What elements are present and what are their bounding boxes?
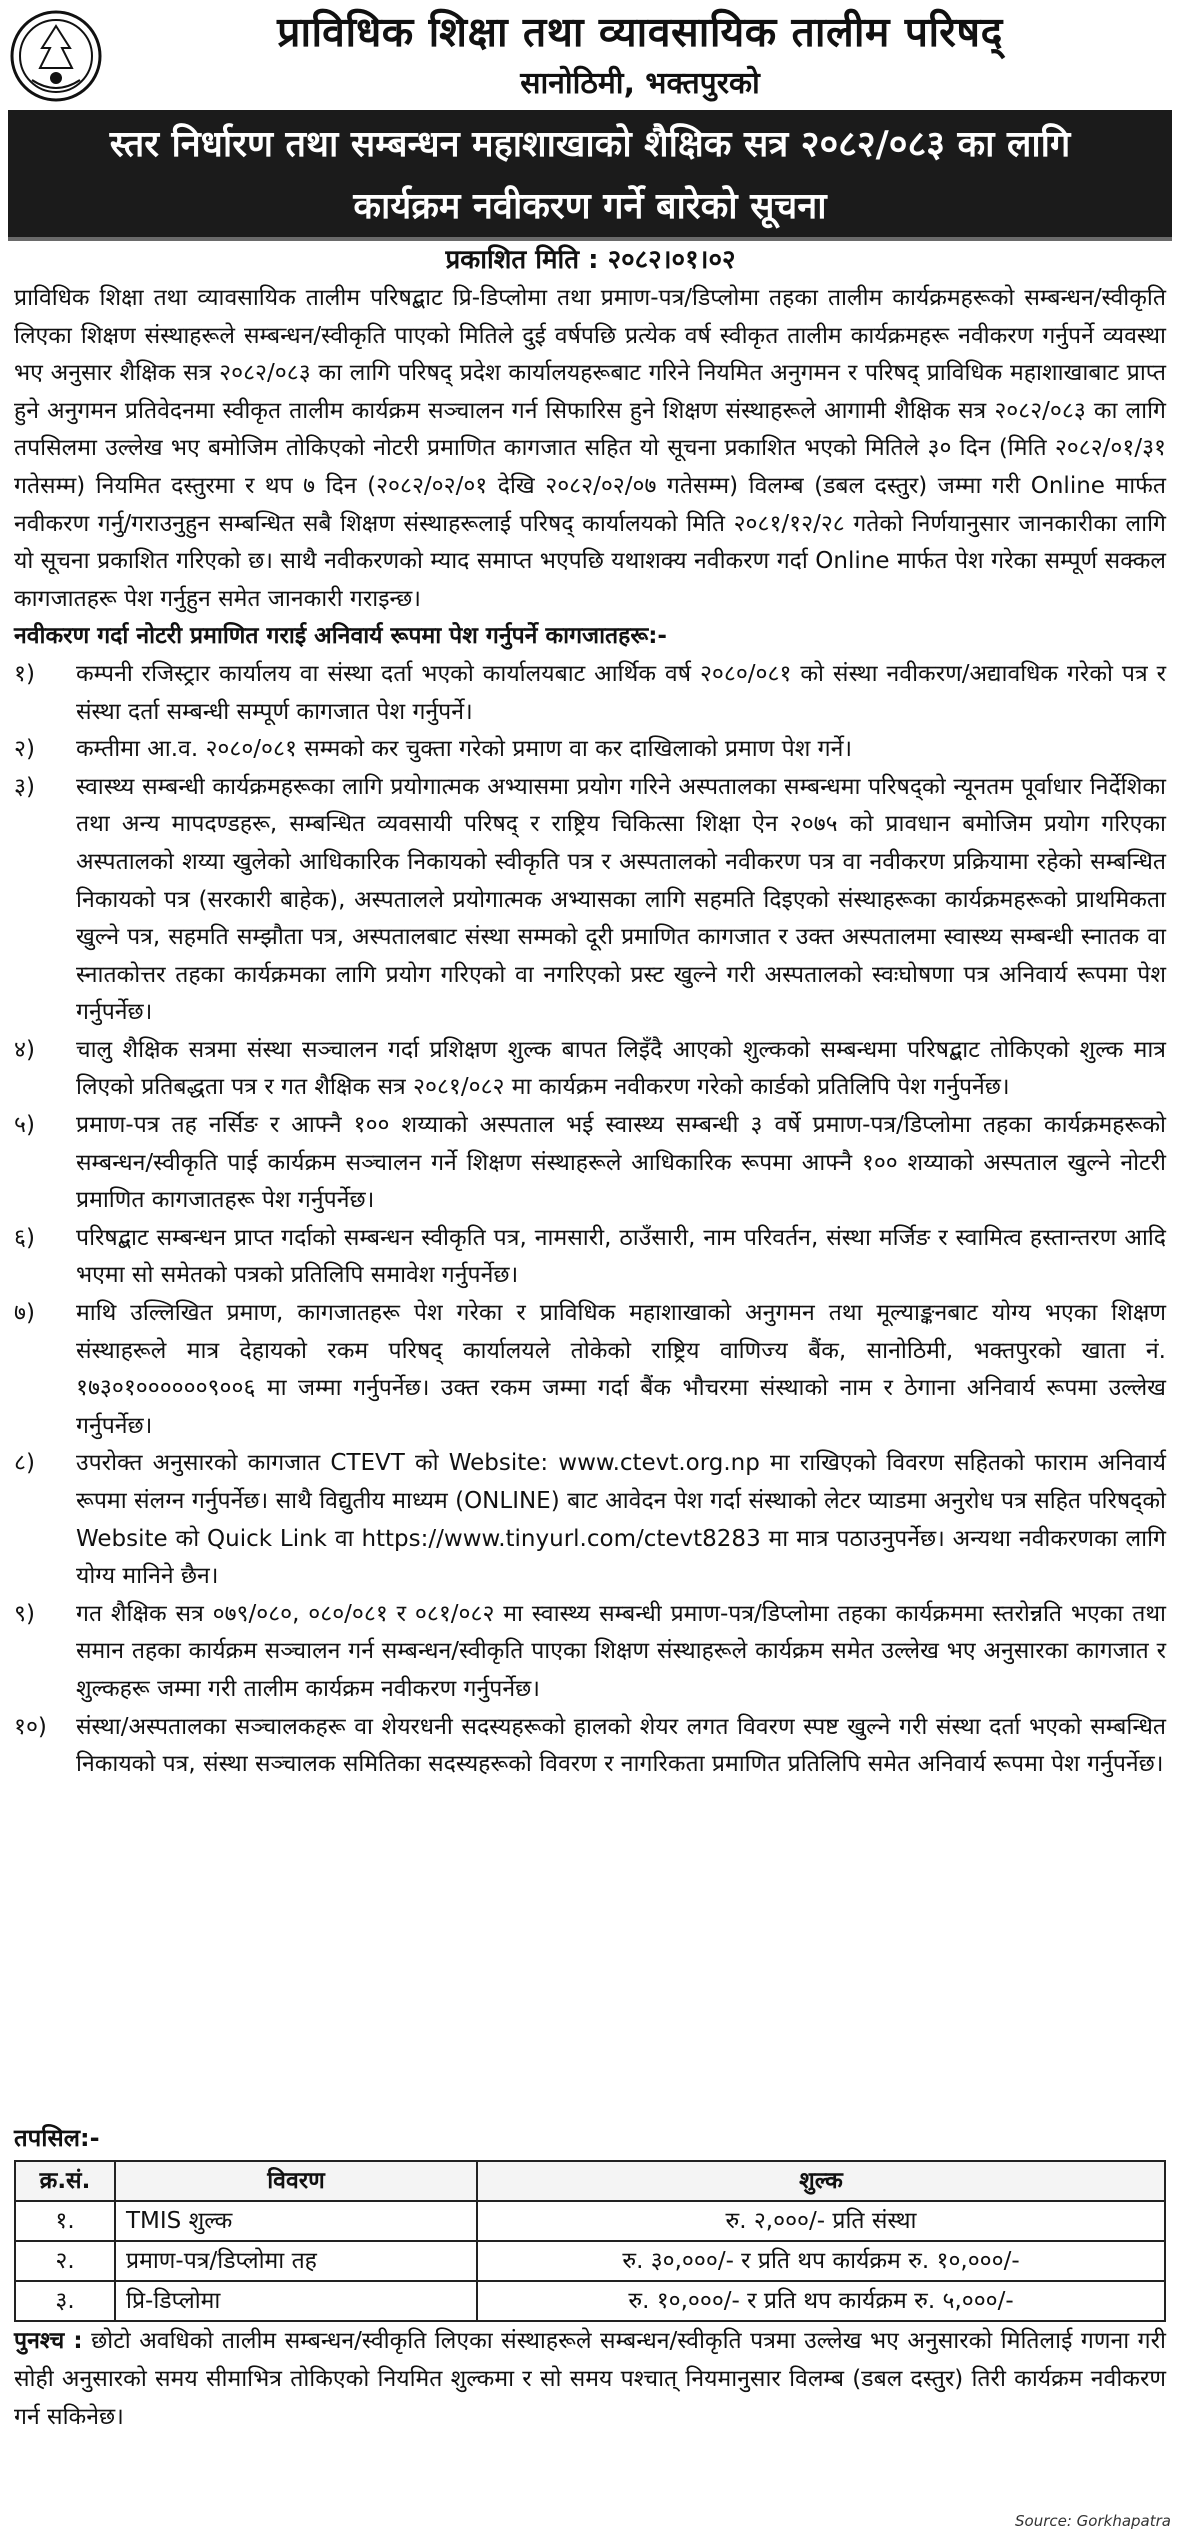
list-item: [14, 1709, 1166, 1784]
table-cell-sn: १.: [15, 2201, 115, 2241]
required-documents-list: [14, 656, 1166, 1784]
published-date-value: २०८२।०१।०२: [607, 245, 736, 275]
postscript: [14, 2322, 1166, 2436]
list-item-text: कम्तीमा आ.व. २०८०/०८१ सम्मको कर चुक्ता गरेको प्रमाण वा कर दाखिलाको प्रमाण पेश गर्ने।: [76, 736, 853, 763]
list-item: [14, 1107, 1166, 1220]
table-cell-description: प्रि-डिप्लोमा: [115, 2281, 477, 2321]
schedule-heading: तपसिल:-: [14, 2124, 100, 2152]
list-item-number: ९): [14, 1600, 35, 1627]
table-row: [15, 2201, 1165, 2241]
list-item: [14, 731, 1166, 769]
intro-paragraph: प्राविधिक शिक्षा तथा व्यावसायिक तालीम परिषद्बाट प्रि-डिप्लोमा तथा प्रमाण-पत्र/डिप्लोमा तहका तालीम कार्यक्रमहरूको सम्बन्धन/स्वीकृति लिएका शिक्षण संस्थाहरूले सम्बन्धन/स्वीकृति पाएको मितिले दुई वर्षपछि प्रत्येक वर्ष स्वीकृत तालीम कार्यक्रमहरू नवीकरण गर्नुपर्ने व्यवस्था भए अनुसार शैक्षिक सत्र २०८२/०८३ का लागि परिषद् प्रदेश कार्यालयहरूबाट गरिने नियमित अनुगमन र परिषद् प्राविधिक महाशाखाबाट प्राप्त हुने अनुगमन प्रतिवेदनमा स्वीकृत तालीम कार्यक्रम सञ्चालन गर्न सिफारिस हुने शिक्षण संस्थाहरूले आगामी शैक्षिक सत्र २०८२/०८३ का लागि तपसिलमा उल्लेख भए बमोजिम तोकिएको नोटरी प्रमाणित कागजात सहित यो सूचना प्रकाशित भएको मितिले ३० दिन (मिति २०८२/०१/३१ गतेसम्म) नियमित दस्तुरमा र थप ७ दिन (२०८२/०२/०१ देखि २०८२/०२/०७ गतेसम्म) विलम्ब (डबल दस्तुर) जम्मा गरी Online मार्फत नवीकरण गर्नु/गराउनुहुन सम्बन्धित सबै शिक्षण संस्थाहरूलाई परिषद् कार्यालयको मिति २०८१/१२/२८ गतेको निर्णयानुसार जानकारीका लागि यो सूचना प्रकाशित गरिएको छ। साथै नवीकरणको म्याद समाप्त भएपछि यथाशक्य नवीकरण गर्दा Online मार्फत पेश गरेका सम्पूर्ण सक्कल कागजातहरू पेश गर्नुहुन समेत जानकारी गराइन्छ।: [14, 285, 1166, 612]
source-credit: Source: Gorkhapatra: [1015, 2512, 1171, 2530]
required-documents-heading: नवीकरण गर्दा नोटरी प्रमाणित गराई अनिवार्य रूपमा पेश गर्नुपर्ने कागजातहरू:-: [14, 623, 667, 650]
list-item-number: ५): [14, 1112, 35, 1139]
column-header-sn: क्र.सं.: [15, 2161, 115, 2201]
list-item-text: संस्था/अस्पतालका सञ्चालकहरू वा शेयरधनी सदस्यहरूको हालको शेयर लगत विवरण स्पष्ट खुल्ने गरी संस्था दर्ता भएको सम्बन्धित निकायको पत्र, संस्था सञ्चालक समितिका सदस्यहरूको विवरण र नागरिकता प्रमाणित प्रतिलिपि समेत अनिवार्य रूपमा पेश गर्नुपर्नेछ।: [76, 1713, 1166, 1778]
list-item-number: १): [14, 660, 35, 687]
list-item-number: ६): [14, 1224, 35, 1251]
list-item: [14, 1220, 1166, 1295]
column-header-fee: शुल्क: [477, 2161, 1165, 2201]
organization-name: प्राविधिक शिक्षा तथा व्यावसायिक तालीम परिषद्: [277, 8, 1003, 56]
list-item-number: १०): [14, 1713, 47, 1740]
postscript-label: पुनश्च :: [14, 2328, 83, 2354]
notice-title-line-1: स्तर निर्धारण तथा सम्बन्धन महाशाखाको शैक्षिक सत्र २०८२/०८३ का लागि: [109, 124, 1071, 165]
list-item-number: ७): [14, 1300, 35, 1327]
column-header-description: विवरण: [115, 2161, 477, 2201]
organization-address: सानोठिमी, भक्तपुरको: [520, 66, 760, 101]
list-item-number: २): [14, 736, 35, 763]
list-item-text: उपरोक्त अनुसारको कागजात CTEVT को Website: www.ctevt.org.np मा राखिएको विवरण सहितको फाराम अनिवार्य रूपमा संलग्न गर्नुपर्नेछ। साथै विद्युतीय माध्यम (ONLINE) बाट आवेदन पेश गर्दा संस्थाको लेटर प्याडमा अनुरोध पत्र सहित परिषद्को Website को Quick Link वा https://www.tinyurl.com/ctevt8283 मा मात्र पठाउनुपर्नेछ। अन्यथा नवीकरणका लागि योग्य मानिने छैन।: [76, 1450, 1166, 1590]
list-item: [14, 769, 1166, 1032]
notice-title-band: [8, 110, 1172, 241]
list-item-number: ३): [14, 773, 35, 800]
table-cell-sn: २.: [15, 2241, 115, 2281]
list-item-text: माथि उल्लिखित प्रमाण, कागजातहरू पेश गरेका र प्राविधिक महाशाखाको अनुगमन तथा मूल्याङ्कनबाट योग्य भएका शिक्षण संस्थाहरूले मात्र देहायको रकम परिषद् कार्यालयले तोकेको राष्ट्रिय वाणिज्य बैंक, सानोठिमी, भक्तपुरको खाता नं. १७३०१००००००९००६ मा जम्मा गर्नुपर्नेछ। उक्त रकम जम्मा गर्दा बैंक भौचरमा संस्थाको नाम र ठेगाना अनिवार्य रूपमा उल्लेख गर्नुपर्नेछ।: [76, 1300, 1166, 1439]
notice-title-line-2: कार्यक्रम नवीकरण गर्ने बारेको सूचना: [353, 186, 827, 227]
published-date: [0, 242, 1181, 278]
table-cell-description: प्रमाण-पत्र/डिप्लोमा तह: [115, 2241, 477, 2281]
list-item-text: परिषद्बाट सम्बन्धन प्राप्त गर्दाको सम्बन्धन स्वीकृति पत्र, नामसारी, ठाउँसारी, नाम परिवर्तन, संस्था मर्जिङ र स्वामित्व हस्तान्तरण आदि भएमा सो समेतको पत्रको प्रतिलिपि समावेश गर्नुपर्नेछ।: [76, 1224, 1166, 1289]
table-cell-description: TMIS शुल्क: [115, 2201, 477, 2241]
notice-body: [14, 280, 1166, 1784]
list-item-text: प्रमाण-पत्र तह नर्सिङ र आफ्नै १०० शय्याको अस्पताल भई स्वास्थ्य सम्बन्धी ३ वर्षे प्रमाण-पत्र/डिप्लोमा तहका कार्यक्रमहरूको सम्बन्धन/स्वीकृति पाई कार्यक्रम सञ्चालन गर्ने शिक्षण संस्थाहरूले आधिकारिक रूपमा आफ्नै १०० शय्याको अस्पताल खुल्ने नोटरी प्रमाणित कागजातहरू पेश गर्नुपर्नेछ।: [76, 1112, 1166, 1214]
table-cell-fee: रु. ३०,०००/- र प्रति थप कार्यक्रम रु. १०,०००/-: [477, 2241, 1165, 2281]
list-item-text: गत शैक्षिक सत्र ०७९/०८०, ०८०/०८१ र ०८१/०८२ मा स्वास्थ्य सम्बन्धी प्रमाण-पत्र/डिप्लोमा तहका कार्यक्रममा स्तरोन्नति भएका तथा समान तहका कार्यक्रम सञ्चालन गर्न सम्बन्धन/स्वीकृति पाएका शिक्षण संस्थाहरूले कार्यक्रम समेत उल्लेख भए अनुसारका कागजात र शुल्कहरू जम्मा गरी तालीम कार्यक्रम नवीकरण गर्नुपर्नेछ।: [76, 1600, 1166, 1702]
government-emblem-icon: [10, 10, 102, 102]
postscript-text: छोटो अवधिको तालीम सम्बन्धन/स्वीकृति लिएका संस्थाहरूले सम्बन्धन/स्वीकृति पत्रमा उल्लेख भए अनुसारको मितिलाई गणना गरी सोही अनुसारको समय सीमाभित्र तोकिएको नियमित शुल्कमा र सो समय पश्चात् नियमानुसार विलम्ब (डबल दस्तुर) तिरी कार्यक्रम नवीकरण गर्न सकिनेछ।: [14, 2328, 1166, 2430]
list-item: [14, 1295, 1166, 1445]
published-date-label: प्रकाशित मिति :: [445, 245, 599, 275]
list-item: [14, 1596, 1166, 1709]
list-item-number: ८): [14, 1450, 35, 1477]
list-item-text: स्वास्थ्य सम्बन्धी कार्यक्रमहरूका लागि प्रयोगात्मक अभ्यासमा प्रयोग गरिने अस्पतालका सम्बन्धमा परिषद्को न्यूनतम पूर्वाधार निर्देशिका तथा अन्य मापदण्डहरू, सम्बन्धित व्यवसायी परिषद् र राष्ट्रिय चिकित्सा शिक्षा ऐन २०७५ को प्रावधान बमोजिम प्रयोग गरिएका अस्पतालको शय्या खुलेको आधिकारिक निकायको स्वीकृति पत्र र अस्पतालको नवीकरण पत्र वा नवीकरण प्रक्रियामा रहेको सम्बन्धित निकायको पत्र (सरकारी बाहेक), अस्पतालले प्रयोगात्मक अभ्यासका लागि सहमति दिइएको संस्थाहरूका कार्यक्रमहरूको प्राथमिकता खुल्ने पत्र, सहमति सम्झौता पत्र, अस्पतालबाट संस्था सम्मको दूरी प्रमाणित कागजात र उक्त अस्पतालमा स्वास्थ्य सम्बन्धी स्नातक वा स्नातकोत्तर तहका कार्यक्रमका लागि प्रयोग गरिएको वा नगरिएको प्रस्ट खुल्ने गरी अस्पतालको स्वःघोषणा पत्र अनिवार्य रूपमा पेश गर्नुपर्नेछ।: [76, 773, 1166, 1026]
table-cell-fee: रु. १०,०००/- र प्रति थप कार्यक्रम रु. ५,०००/-: [477, 2281, 1165, 2321]
list-item: [14, 656, 1166, 731]
table-row: [15, 2241, 1165, 2281]
table-cell-sn: ३.: [15, 2281, 115, 2321]
list-item-text: चालु शैक्षिक सत्रमा संस्था सञ्चालन गर्दा प्रशिक्षण शुल्क बापत लिइँदै आएको शुल्कको सम्बन्धमा परिषद्बाट तोकिएको शुल्क मात्र लिएको प्रतिबद्धता पत्र र गत शैक्षिक सत्र २०८१/०८२ मा कार्यक्रम नवीकरण गरेको कार्डको प्रतिलिपि पेश गर्नुपर्नेछ।: [76, 1036, 1166, 1101]
fee-table: [14, 2160, 1166, 2322]
list-item-number: ४): [14, 1036, 35, 1063]
table-header-row: [15, 2161, 1165, 2201]
list-item: [14, 1032, 1166, 1107]
table-row: [15, 2281, 1165, 2321]
list-item: [14, 1445, 1166, 1595]
table-cell-fee: रु. २,०००/- प्रति संस्था: [477, 2201, 1165, 2241]
list-item-text: कम्पनी रजिस्ट्रार कार्यालय वा संस्था दर्ता भएको कार्यालयबाट आर्थिक वर्ष २०८०/०८१ को संस्था नवीकरण/अद्यावधिक गरेको पत्र र संस्था दर्ता सम्बन्धी सम्पूर्ण कागजात पेश गर्नुपर्ने।: [76, 660, 1166, 725]
